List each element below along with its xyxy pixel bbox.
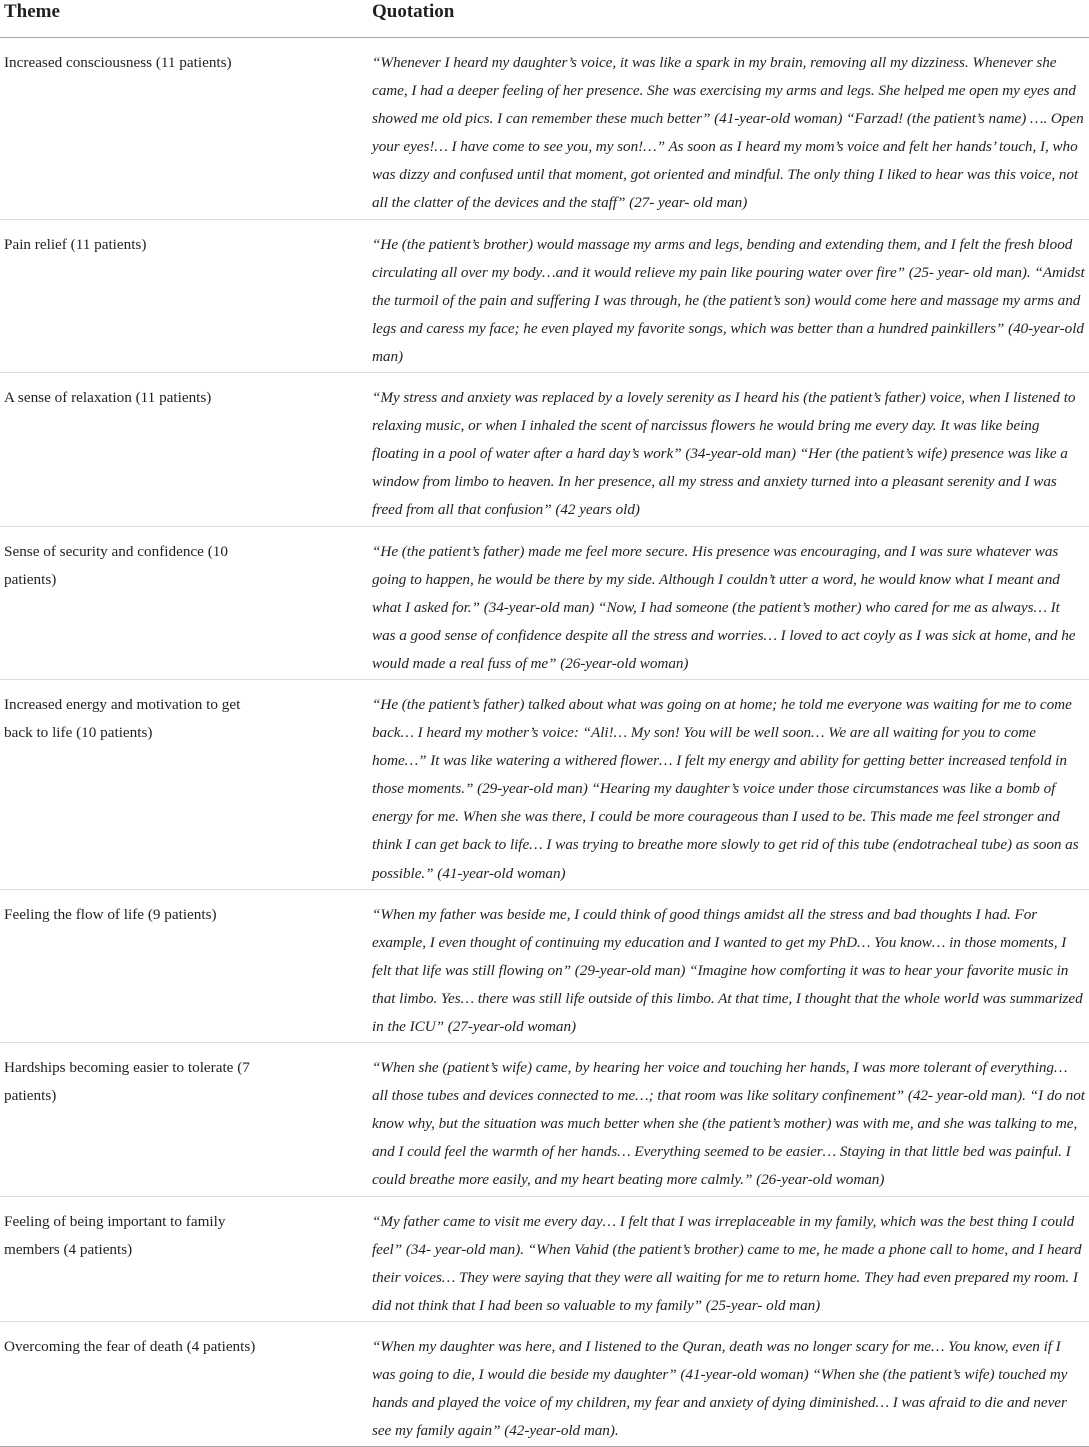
- theme-cell: Feeling the flow of life (9 patients): [4, 905, 217, 923]
- quotation-cell: “Whenever I heard my daughter’s voice, it was like a spark in my brain, removing all my dizziness. Whenever she came, I had a deeper feeling of her presence. She was exercising my arms and legs. She helped me open my eyes and showed me old pics. I can remember these much better” (41-year-old woman) “Farzad! (the patient’s name) …. Open your eyes!… I have come to see you, my son!…” As soon as I heard my mom’s voice and felt her hands’ touch, I, who was dizzy and confused until that moment, got oriented and mindful. The only thing I liked to hear was this voice, not all the clatter of the devices and the staff” (27- year- old man): [372, 54, 1084, 212]
- quotation-cell: “When she (patient’s wife) came, by hearing her voice and touching her hands, I was more tolerant of everything… all those tubes and devices connected to me…; that room was like solitary confinement” (42- year-old man). “I do not know why, but the situation was much better when she (the patient’s mother) was with me, and she was talking to me, and I could feel the warmth of her hands… Everything seemed to be easier… Staying in that little bed was painful. I could breathe more easily, and my heart beating more calmly.” (26-year-old woman): [372, 1059, 1085, 1189]
- theme-cell: Pain relief (11 patients): [4, 235, 147, 253]
- table-row: [0, 220, 1089, 373]
- quotation-cell: “When my father was beside me, I could think of good things amidst all the stress and bad thoughts I had. For example, I even thought of continuing my education and I wanted to get my PhD… You know… in those moments, I felt that life was still flowing on” (29-year-old man) “Imagine how comforting it was to hear your favorite music in that limbo. Yes… there was still life outside of this limbo. At that time, I thought that the whole world was summarized in the ICU” (27-year-old woman): [372, 905, 1083, 1035]
- quotation-cell: “He (the patient’s father) talked about what was going on at home; he told me everyone was waiting for me to come back… I heard my mother’s voice: “Ali!… My son! You will be well soon… We are all waiting for you to come home…” It was like watering a withered flower… I felt my energy and ability for getting better increased tenfold in those moments.” (29-year-old man) “Hearing my daughter’s voice under those circumstances was like a bomb of energy for me. When she was there, I could be more courageous than I used to be. This made me feel stronger and think I can get back to life… I was trying to breathe more slowly to get rid of this tube (endotracheal tube) as soon as possible.” (41-year-old woman): [372, 695, 1079, 882]
- quotation-cell: “He (the patient’s father) made me feel more secure. His presence was encouraging, and I was sure whatever was going to happen, he would be there by my side. Although I couldn’t utter a word, he would know what I meant and what I asked for.” (34-year-old man) “Now, I had someone (the patient’s mother) who cared for me as always… It was a good sense of confidence despite all the stress and worries… I loved to act coyly as I was sick at home, and he would made a real fuss of me” (26-year-old woman): [372, 542, 1076, 672]
- theme-cell: Overcoming the fear of death (4 patients): [4, 1337, 256, 1355]
- theme-cell: Hardships becoming easier to tolerate (7 patients): [4, 1059, 250, 1105]
- table-row: [0, 1322, 1089, 1447]
- quotation-cell: “My stress and anxiety was replaced by a lovely serenity as I heard his (the patient’s father) voice, when I listened to relaxing music, or when I inhaled the scent of narcissus flowers he would bring me every day. It was like being floating in a pool of water after a hard day’s work” (34-year-old man) “Her (the patient’s wife) presence was like a window from limbo to heaven. In her presence, all my stress and anxiety turned into a pleasant serenity and I was freed from all that confusion” (42 years old): [372, 389, 1076, 519]
- table-row: [0, 527, 1089, 680]
- table-row: [0, 38, 1089, 220]
- table-row: [0, 1197, 1089, 1322]
- column-header-theme: Theme: [4, 1, 60, 22]
- theme-cell: Sense of security and confidence (10 patients): [4, 542, 228, 588]
- quotation-cell: “When my daughter was here, and I listened to the Quran, death was no longer scary for me… You know, even if I was going to die, I would die beside my daughter” (41-year-old woman) “When she (the patient’s wife) touched my hands and played the voice of my children, my fear and anxiety of dying diminished… I was afraid to die and never see my family again” (42-year-old man).: [372, 1337, 1068, 1440]
- quotation-cell: “My father came to visit me every day… I felt that I was irreplaceable in my family, which was the best thing I could feel” (34- year-old man). “When Vahid (the patient’s brother) came to me, he made a phone call to home, and I heard their voices… They were saying that they were all waiting for me to return home. They had even prepared my room. I did not think that I had been so valuable to my family” (25-year- old man): [372, 1212, 1082, 1314]
- theme-cell: Increased energy and motivation to get back to life (10 patients): [4, 695, 241, 742]
- theme-cell: A sense of relaxation (11 patients): [4, 389, 212, 407]
- table-row: [0, 1043, 1089, 1196]
- column-header-quotation: Quotation: [372, 1, 455, 22]
- quotation-cell: “He (the patient’s brother) would massage my arms and legs, bending and extending them, and I felt the fresh blood circulating all over my body…and it would relieve my pain like pouring water over fire” (25- year- old man). “Amidst the turmoil of the pain and suffering I was through, he (the patient’s son) would come here and massage my arms and legs and caress my face; he even played my favorite songs, which was better than a hundred painkillers” (40-year-old man): [372, 235, 1085, 365]
- table-row: [0, 890, 1089, 1043]
- table-header: [0, 0, 1089, 38]
- theme-cell: Increased consciousness (11 patients): [4, 54, 232, 71]
- table-row: [0, 680, 1089, 890]
- table-row: [0, 373, 1089, 526]
- theme-cell: Feeling of being important to family members (4 patients): [4, 1212, 226, 1258]
